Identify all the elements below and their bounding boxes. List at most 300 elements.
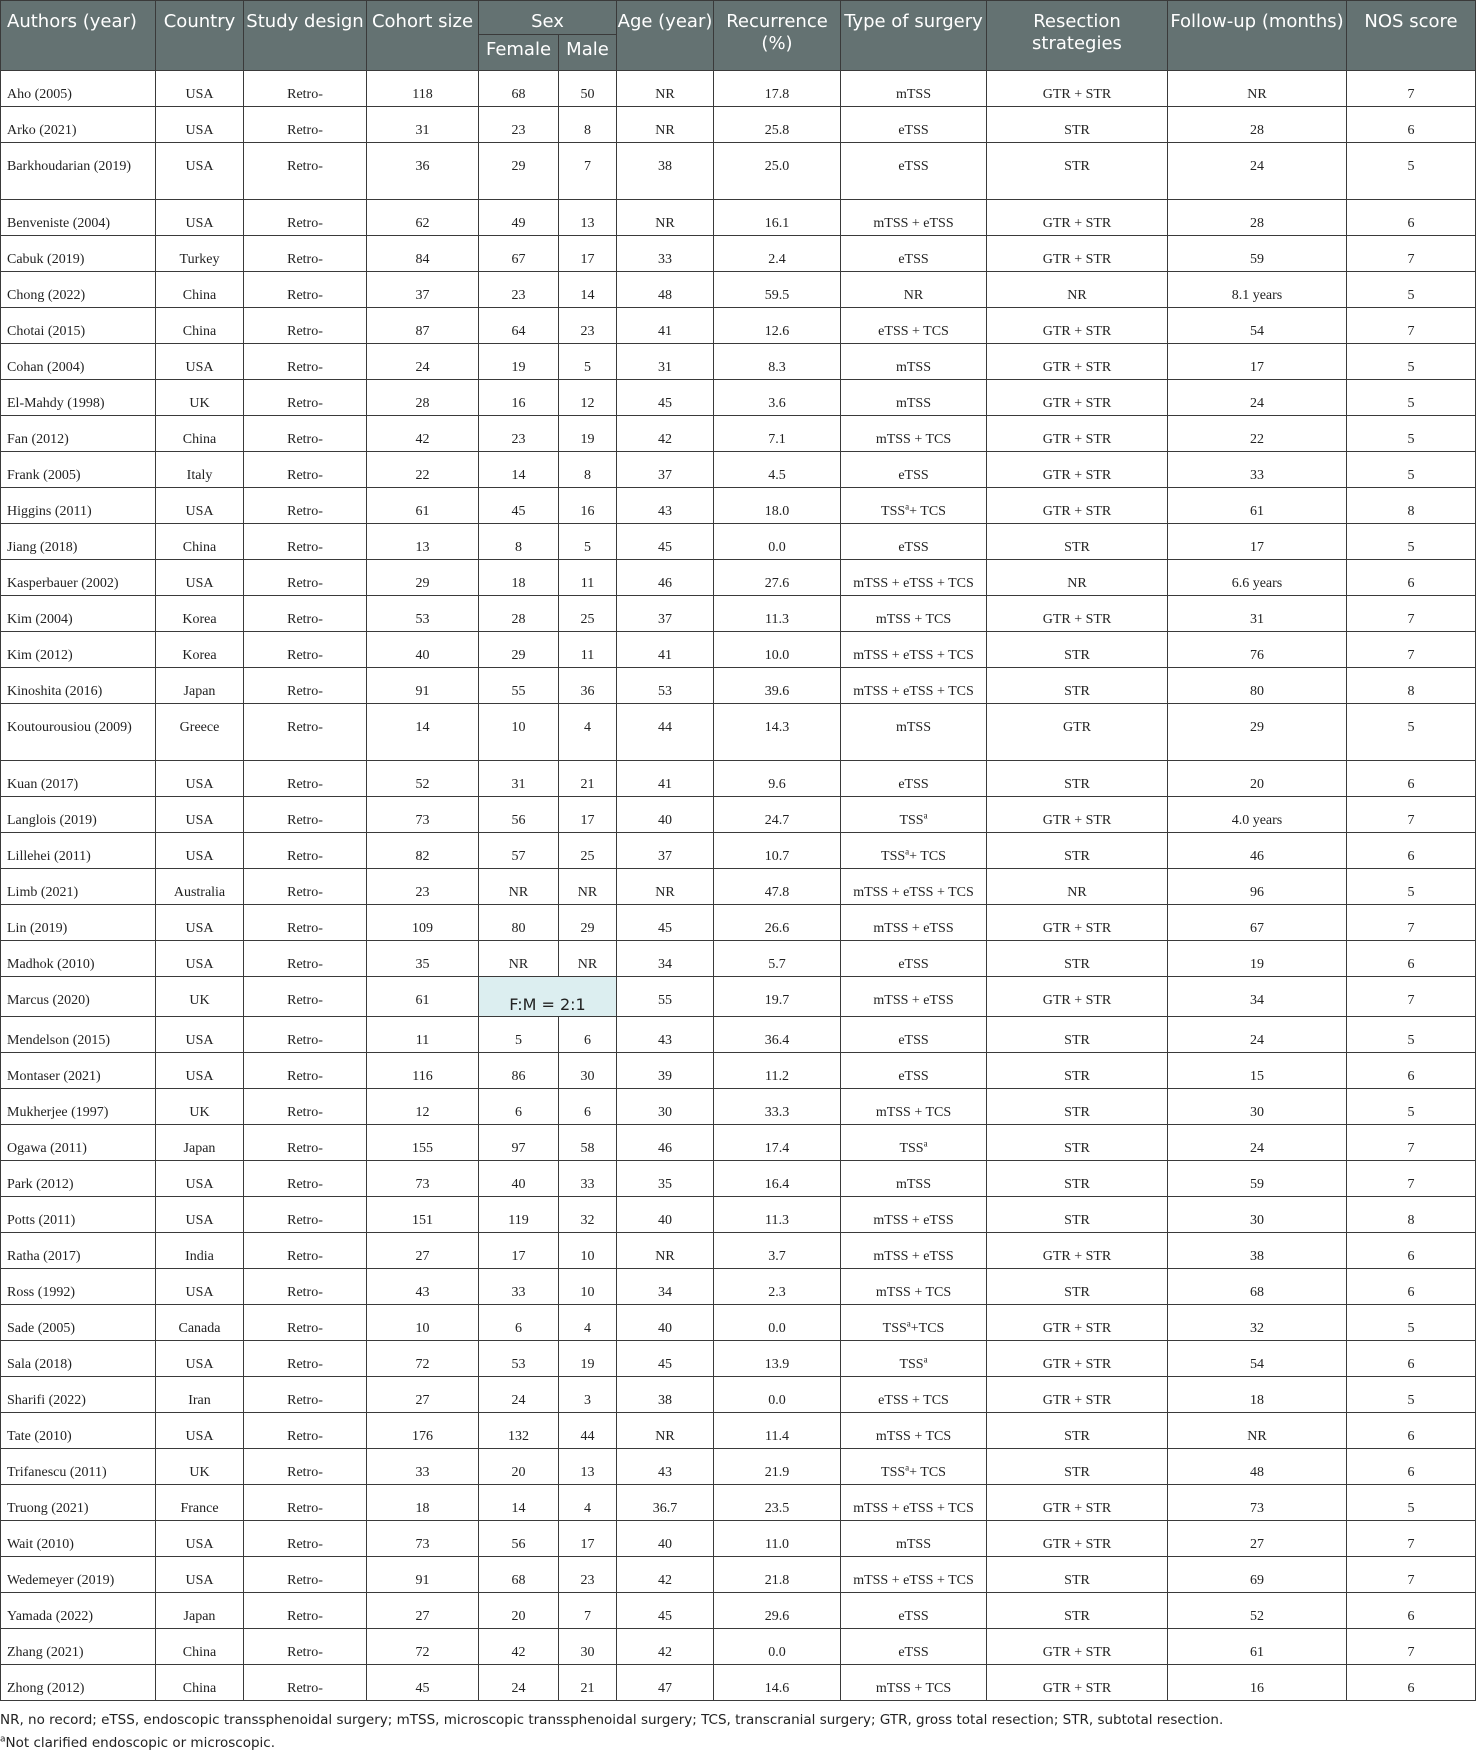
cell-nos-score: 5	[1347, 344, 1476, 380]
cell-country: USA	[156, 797, 244, 833]
cell-female: 24	[479, 1377, 559, 1413]
cell-author: Lillehei (2011)	[1, 833, 156, 869]
cell-surgery-type: eTSS + TCS	[841, 308, 987, 344]
cell-female: 67	[479, 236, 559, 272]
table-row	[1, 344, 1476, 380]
table-row	[1, 560, 1476, 596]
cell-author: Wait (2010)	[1, 1521, 156, 1557]
cell-female: NR	[479, 869, 559, 905]
cell-resection: GTR + STR	[987, 1341, 1168, 1377]
cell-age: 41	[617, 308, 714, 344]
cell-female: NR	[479, 941, 559, 977]
cell-study-design: Retro-	[244, 704, 367, 761]
cell-age: 34	[617, 1269, 714, 1305]
cell-author: Wedemeyer (2019)	[1, 1557, 156, 1593]
cell-author: Lin (2019)	[1, 905, 156, 941]
cell-resection: GTR + STR	[987, 308, 1168, 344]
table-row	[1, 272, 1476, 308]
cell-study-design: Retro-	[244, 143, 367, 200]
cell-surgery-type: mTSS + eTSS + TCS	[841, 1557, 987, 1593]
cell-nos-score: 5	[1347, 1305, 1476, 1341]
cell-study-design: Retro-	[244, 1053, 367, 1089]
cell-study-design: Retro-	[244, 1485, 367, 1521]
cell-female: 10	[479, 704, 559, 761]
table-row	[1, 1305, 1476, 1341]
cell-male: 6	[559, 1089, 617, 1125]
cell-cohort-size: 37	[367, 272, 479, 308]
surgery-footnote-mark: a	[905, 846, 910, 857]
cell-country: USA	[156, 905, 244, 941]
cell-author: Potts (2011)	[1, 1197, 156, 1233]
cell-study-design: Retro-	[244, 1305, 367, 1341]
cell-recurrence: 29.6	[714, 1593, 841, 1629]
cell-country: Japan	[156, 1125, 244, 1161]
cell-age: 44	[617, 704, 714, 761]
cell-resection: GTR + STR	[987, 977, 1168, 1017]
cell-author: Chong (2022)	[1, 272, 156, 308]
cell-nos-score: 7	[1347, 308, 1476, 344]
cell-age: 38	[617, 1377, 714, 1413]
cell-male: 17	[559, 797, 617, 833]
cell-surgery-type: eTSS	[841, 107, 987, 143]
cell-follow-up: 24	[1168, 1017, 1347, 1053]
cell-author: Ogawa (2011)	[1, 1125, 156, 1161]
cell-surgery-type	[841, 488, 987, 524]
cell-male: 5	[559, 344, 617, 380]
cell-male: 30	[559, 1053, 617, 1089]
cell-follow-up: 16	[1168, 1665, 1347, 1701]
cell-nos-score: 8	[1347, 488, 1476, 524]
cell-nos-score: 6	[1347, 1233, 1476, 1269]
cell-female: 119	[479, 1197, 559, 1233]
cell-author: Chotai (2015)	[1, 308, 156, 344]
cell-author: Limb (2021)	[1, 869, 156, 905]
cell-author: Benveniste (2004)	[1, 200, 156, 236]
cell-nos-score: 7	[1347, 977, 1476, 1017]
cell-nos-score: 7	[1347, 1125, 1476, 1161]
cell-age: 45	[617, 905, 714, 941]
cell-recurrence: 17.4	[714, 1125, 841, 1161]
cell-surgery-type: mTSS	[841, 1521, 987, 1557]
cell-study-design: Retro-	[244, 1629, 367, 1665]
cell-male: NR	[559, 941, 617, 977]
cell-resection: NR	[987, 272, 1168, 308]
cell-follow-up: 29	[1168, 704, 1347, 761]
cell-follow-up: 54	[1168, 308, 1347, 344]
cell-author: Trifanescu (2011)	[1, 1449, 156, 1485]
surgery-footnote-mark: a	[906, 1318, 911, 1329]
cell-male: 17	[559, 236, 617, 272]
cell-nos-score: 7	[1347, 632, 1476, 668]
cell-follow-up: 28	[1168, 107, 1347, 143]
cell-female: 29	[479, 632, 559, 668]
table-row	[1, 1665, 1476, 1701]
cell-author: Sharifi (2022)	[1, 1377, 156, 1413]
cell-nos-score: 5	[1347, 452, 1476, 488]
cell-resection: GTR + STR	[987, 1521, 1168, 1557]
cell-resection: GTR + STR	[987, 236, 1168, 272]
cell-female: 20	[479, 1593, 559, 1629]
cell-nos-score: 6	[1347, 941, 1476, 977]
cell-age: 37	[617, 833, 714, 869]
cell-study-design: Retro-	[244, 1233, 367, 1269]
cell-follow-up: 61	[1168, 488, 1347, 524]
table-row	[1, 833, 1476, 869]
cell-follow-up: 76	[1168, 632, 1347, 668]
cell-study-design: Retro-	[244, 833, 367, 869]
cell-follow-up: 18	[1168, 1377, 1347, 1413]
cell-nos-score: 7	[1347, 1629, 1476, 1665]
cell-recurrence: 12.6	[714, 308, 841, 344]
cell-author: Aho (2005)	[1, 71, 156, 107]
cell-surgery-type: eTSS	[841, 524, 987, 560]
table-row	[1, 488, 1476, 524]
cell-cohort-size: 45	[367, 1665, 479, 1701]
cell-recurrence: 9.6	[714, 761, 841, 797]
cell-male: 8	[559, 452, 617, 488]
cell-surgery-type	[841, 1341, 987, 1377]
cell-surgery-type: mTSS + TCS	[841, 416, 987, 452]
cell-nos-score: 5	[1347, 272, 1476, 308]
cell-female: 55	[479, 668, 559, 704]
cell-author: Koutourousiou (2009)	[1, 704, 156, 761]
cell-cohort-size: 155	[367, 1125, 479, 1161]
cell-age: 43	[617, 488, 714, 524]
cell-country: Greece	[156, 704, 244, 761]
cell-nos-score: 6	[1347, 1665, 1476, 1701]
cell-surgery-type: eTSS	[841, 1053, 987, 1089]
cell-cohort-size: 11	[367, 1017, 479, 1053]
surgery-text: TSS	[899, 1141, 924, 1156]
cell-recurrence: 3.7	[714, 1233, 841, 1269]
cell-age: 48	[617, 272, 714, 308]
cell-cohort-size: 40	[367, 632, 479, 668]
cell-study-design: Retro-	[244, 524, 367, 560]
cell-male: 25	[559, 596, 617, 632]
surgery-footnote-mark: a	[905, 501, 910, 512]
cell-female: 5	[479, 1017, 559, 1053]
cell-surgery-type: mTSS	[841, 1161, 987, 1197]
cell-surgery-type: eTSS	[841, 761, 987, 797]
table-row	[1, 308, 1476, 344]
cell-resection: NR	[987, 560, 1168, 596]
cell-country: USA	[156, 941, 244, 977]
cell-surgery-type: mTSS + eTSS + TCS	[841, 869, 987, 905]
cell-cohort-size: 18	[367, 1485, 479, 1521]
cell-study-design: Retro-	[244, 107, 367, 143]
cell-female: 56	[479, 797, 559, 833]
cell-surgery-type: mTSS	[841, 380, 987, 416]
cell-follow-up: 27	[1168, 1521, 1347, 1557]
cell-study-design: Retro-	[244, 236, 367, 272]
cell-follow-up: 4.0 years	[1168, 797, 1347, 833]
cell-author: Cabuk (2019)	[1, 236, 156, 272]
table-body	[1, 71, 1476, 1701]
cell-study-design: Retro-	[244, 797, 367, 833]
cell-female: 132	[479, 1413, 559, 1449]
cell-recurrence: 7.1	[714, 416, 841, 452]
cell-country: India	[156, 1233, 244, 1269]
cell-author: Ross (1992)	[1, 1269, 156, 1305]
cell-recurrence: 14.6	[714, 1665, 841, 1701]
cell-author: Mukherjee (1997)	[1, 1089, 156, 1125]
cell-nos-score: 7	[1347, 1557, 1476, 1593]
cell-study-design: Retro-	[244, 1665, 367, 1701]
cell-cohort-size: 62	[367, 200, 479, 236]
cell-recurrence: 39.6	[714, 668, 841, 704]
cell-cohort-size: 23	[367, 869, 479, 905]
cell-follow-up: 61	[1168, 1629, 1347, 1665]
header-recurrence: Recurrence (%)	[714, 1, 841, 71]
cell-age: 36.7	[617, 1485, 714, 1521]
table-row	[1, 1197, 1476, 1233]
surgery-footnote-mark: a	[923, 1138, 928, 1149]
cell-female: 23	[479, 272, 559, 308]
cell-follow-up: 96	[1168, 869, 1347, 905]
table-row	[1, 524, 1476, 560]
cell-age: 55	[617, 977, 714, 1017]
cell-resection: GTR + STR	[987, 488, 1168, 524]
cell-resection: GTR + STR	[987, 71, 1168, 107]
cell-female: 80	[479, 905, 559, 941]
cell-nos-score: 5	[1347, 1089, 1476, 1125]
cell-recurrence: 10.7	[714, 833, 841, 869]
cell-resection: STR	[987, 833, 1168, 869]
cell-cohort-size: 61	[367, 977, 479, 1017]
cell-female: 23	[479, 416, 559, 452]
cell-male: 36	[559, 668, 617, 704]
cell-age: NR	[617, 1233, 714, 1269]
cell-resection: STR	[987, 107, 1168, 143]
header-study-design: Study design	[244, 1, 367, 71]
cell-country: UK	[156, 1449, 244, 1485]
cell-male: 17	[559, 1521, 617, 1557]
cell-female: 6	[479, 1089, 559, 1125]
cell-cohort-size: 91	[367, 668, 479, 704]
cell-surgery-type: eTSS	[841, 1017, 987, 1053]
cell-nos-score: 6	[1347, 833, 1476, 869]
cell-female: 68	[479, 71, 559, 107]
cell-author: Zhang (2021)	[1, 1629, 156, 1665]
cell-male: 32	[559, 1197, 617, 1233]
table-row	[1, 1449, 1476, 1485]
header-male: Male	[559, 35, 617, 71]
cell-resection: STR	[987, 524, 1168, 560]
cell-age: 35	[617, 1161, 714, 1197]
cell-surgery-type: mTSS + eTSS + TCS	[841, 560, 987, 596]
cell-follow-up: 38	[1168, 1233, 1347, 1269]
cell-female: 14	[479, 452, 559, 488]
cell-male: 33	[559, 1161, 617, 1197]
cell-age: 46	[617, 560, 714, 596]
cell-nos-score: 5	[1347, 1017, 1476, 1053]
cell-author: Langlois (2019)	[1, 797, 156, 833]
header-surgery-type: Type of surgery	[841, 1, 987, 71]
cell-age: 53	[617, 668, 714, 704]
cell-follow-up: 20	[1168, 761, 1347, 797]
header-country: Country	[156, 1, 244, 71]
cell-country: USA	[156, 344, 244, 380]
cell-age: 42	[617, 1629, 714, 1665]
cell-author: Ratha (2017)	[1, 1233, 156, 1269]
cell-follow-up: 32	[1168, 1305, 1347, 1341]
cell-country: UK	[156, 977, 244, 1017]
cell-age: 45	[617, 524, 714, 560]
cell-cohort-size: 118	[367, 71, 479, 107]
cell-study-design: Retro-	[244, 1521, 367, 1557]
cell-recurrence: 11.2	[714, 1053, 841, 1089]
cell-age: NR	[617, 71, 714, 107]
cell-study-design: Retro-	[244, 272, 367, 308]
cell-country: Korea	[156, 632, 244, 668]
cell-age: 40	[617, 1197, 714, 1233]
cell-age: 37	[617, 452, 714, 488]
cell-nos-score: 6	[1347, 1341, 1476, 1377]
table-row	[1, 797, 1476, 833]
cell-female: 86	[479, 1053, 559, 1089]
cell-recurrence: 0.0	[714, 1629, 841, 1665]
cell-cohort-size: 109	[367, 905, 479, 941]
cell-female: 45	[479, 488, 559, 524]
cell-cohort-size: 53	[367, 596, 479, 632]
cell-cohort-size: 91	[367, 1557, 479, 1593]
surgery-text: TSS	[881, 1465, 906, 1480]
cell-cohort-size: 22	[367, 452, 479, 488]
cell-age: 40	[617, 797, 714, 833]
cell-resection: GTR	[987, 704, 1168, 761]
cell-surgery-type: mTSS + eTSS	[841, 1233, 987, 1269]
cell-recurrence: 4.5	[714, 452, 841, 488]
table-row	[1, 632, 1476, 668]
cell-study-design: Retro-	[244, 596, 367, 632]
cell-recurrence: 17.8	[714, 71, 841, 107]
cell-country: China	[156, 524, 244, 560]
cell-resection: STR	[987, 761, 1168, 797]
cell-study-design: Retro-	[244, 416, 367, 452]
cell-surgery-type: NR	[841, 272, 987, 308]
cell-study-design: Retro-	[244, 1557, 367, 1593]
table-row	[1, 143, 1476, 200]
cell-cohort-size: 28	[367, 380, 479, 416]
cell-cohort-size: 10	[367, 1305, 479, 1341]
cell-study-design: Retro-	[244, 761, 367, 797]
cell-age: 43	[617, 1449, 714, 1485]
cell-country: USA	[156, 1269, 244, 1305]
table-row	[1, 1557, 1476, 1593]
cell-female: 57	[479, 833, 559, 869]
cell-study-design: Retro-	[244, 71, 367, 107]
cell-male: 8	[559, 107, 617, 143]
cell-surgery-type: eTSS	[841, 941, 987, 977]
cell-male: 7	[559, 143, 617, 200]
cell-cohort-size: 61	[367, 488, 479, 524]
cell-recurrence: 25.0	[714, 143, 841, 200]
cell-female: 68	[479, 1557, 559, 1593]
cell-recurrence: 5.7	[714, 941, 841, 977]
cell-study-design: Retro-	[244, 1377, 367, 1413]
cell-male: 10	[559, 1269, 617, 1305]
cell-study-design: Retro-	[244, 1017, 367, 1053]
cell-nos-score: 7	[1347, 71, 1476, 107]
cell-country: USA	[156, 1161, 244, 1197]
cell-resection: GTR + STR	[987, 380, 1168, 416]
cell-age: 40	[617, 1305, 714, 1341]
cell-surgery-type: eTSS	[841, 1593, 987, 1629]
cell-cohort-size: 27	[367, 1593, 479, 1629]
cell-author: Marcus (2020)	[1, 977, 156, 1017]
cell-age: 42	[617, 1557, 714, 1593]
cell-country: USA	[156, 1053, 244, 1089]
cell-recurrence: 18.0	[714, 488, 841, 524]
cell-study-design: Retro-	[244, 1161, 367, 1197]
table-row	[1, 71, 1476, 107]
cell-resection: GTR + STR	[987, 1629, 1168, 1665]
cell-surgery-type: eTSS + TCS	[841, 1377, 987, 1413]
cell-surgery-type: eTSS	[841, 143, 987, 200]
cell-cohort-size: 27	[367, 1233, 479, 1269]
cell-country: Korea	[156, 596, 244, 632]
table-row	[1, 1413, 1476, 1449]
cell-cohort-size: 176	[367, 1413, 479, 1449]
cell-cohort-size: 14	[367, 704, 479, 761]
cell-author: Montaser (2021)	[1, 1053, 156, 1089]
cell-country: Japan	[156, 1593, 244, 1629]
cell-author: El-Mahdy (1998)	[1, 380, 156, 416]
surgery-text: TSS	[881, 504, 906, 519]
cell-recurrence: 2.4	[714, 236, 841, 272]
cell-nos-score: 6	[1347, 1269, 1476, 1305]
cell-resection: GTR + STR	[987, 200, 1168, 236]
cell-follow-up: 67	[1168, 905, 1347, 941]
cell-age: 47	[617, 1665, 714, 1701]
cell-female: 31	[479, 761, 559, 797]
cell-female: 29	[479, 143, 559, 200]
cell-female: 16	[479, 380, 559, 416]
cell-study-design: Retro-	[244, 1089, 367, 1125]
surgery-text-tail: +TCS	[910, 1321, 945, 1336]
cell-study-design: Retro-	[244, 200, 367, 236]
cell-nos-score: 6	[1347, 1053, 1476, 1089]
cell-follow-up: 17	[1168, 344, 1347, 380]
cell-cohort-size: 27	[367, 1377, 479, 1413]
cell-country: UK	[156, 380, 244, 416]
cell-recurrence: 21.8	[714, 1557, 841, 1593]
table-row	[1, 977, 1476, 1017]
cell-male: 11	[559, 560, 617, 596]
surgery-footnote-mark: a	[905, 1462, 910, 1473]
cell-nos-score: 7	[1347, 1161, 1476, 1197]
cell-follow-up: 8.1 years	[1168, 272, 1347, 308]
cell-cohort-size: 35	[367, 941, 479, 977]
cell-country: USA	[156, 200, 244, 236]
cell-recurrence: 25.8	[714, 107, 841, 143]
cell-cohort-size: 43	[367, 1269, 479, 1305]
surgery-footnote-mark: a	[923, 1354, 928, 1365]
cell-male: 4	[559, 1305, 617, 1341]
cell-follow-up: 31	[1168, 596, 1347, 632]
cell-female: 20	[479, 1449, 559, 1485]
cell-male: 14	[559, 272, 617, 308]
cell-male: 19	[559, 1341, 617, 1377]
cell-surgery-type: mTSS + eTSS + TCS	[841, 632, 987, 668]
cell-age: 41	[617, 761, 714, 797]
cell-resection: STR	[987, 143, 1168, 200]
cell-follow-up: 17	[1168, 524, 1347, 560]
table-row	[1, 668, 1476, 704]
cell-follow-up: NR	[1168, 71, 1347, 107]
cell-study-design: Retro-	[244, 905, 367, 941]
cell-surgery-type: mTSS + TCS	[841, 1269, 987, 1305]
